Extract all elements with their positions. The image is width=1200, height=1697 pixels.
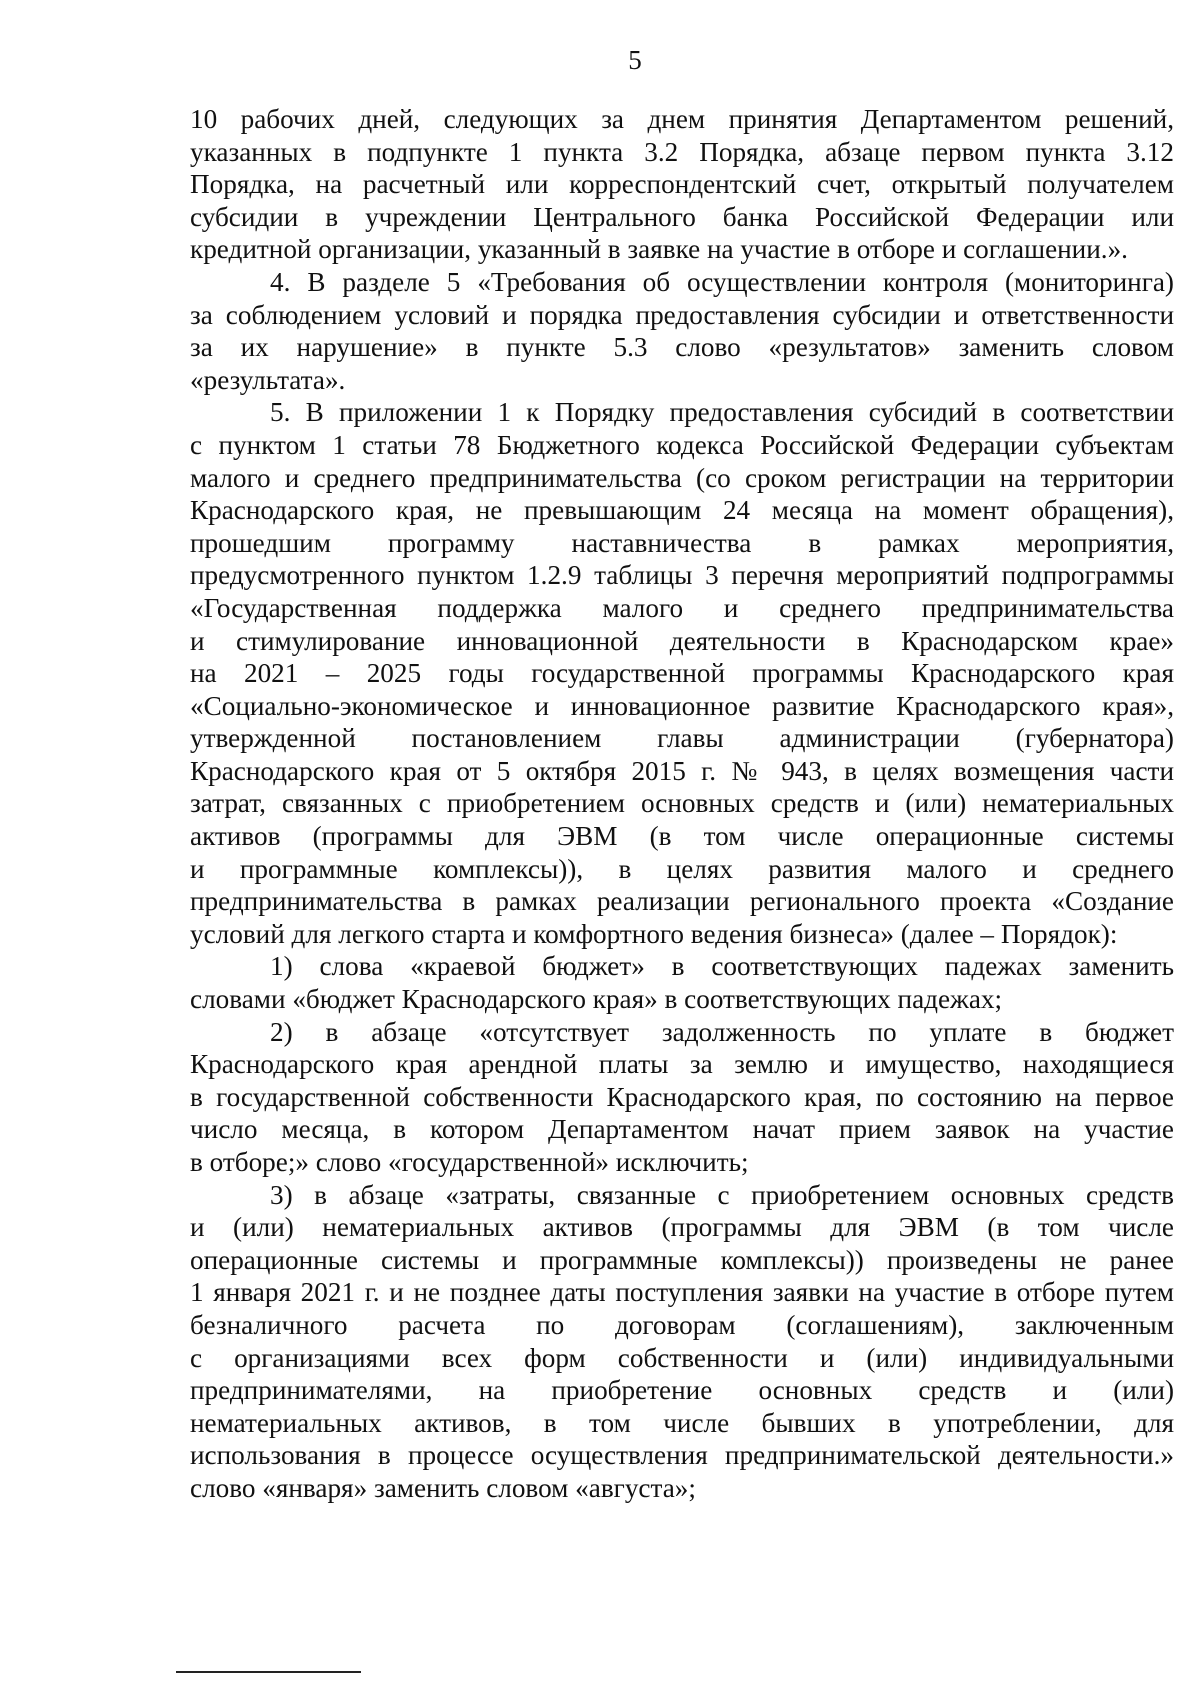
text-line: 3) в абзаце «затраты, связанные с приобретением основных средств	[270, 1179, 1174, 1210]
text-line: «Социально-экономическое и инновационное развитие Краснодарского края»,	[190, 690, 1174, 721]
text-line: 4. В разделе 5 «Требования об осуществлении контроля (мониторинга)	[270, 266, 1174, 297]
text-line: субсидии в учреждении Центрального банка Российской Федерации или	[190, 201, 1174, 232]
text-line: предусмотренного пунктом 1.2.9 таблицы 3 перечня мероприятий подпрограммы	[190, 560, 1174, 591]
text-line: операционные системы и программные комплексы)) произведены не ранее	[190, 1244, 1174, 1275]
text-line: «результата».	[190, 364, 346, 395]
text-line: условий для легкого старта и комфортного ведения бизнеса» (далее – Порядок):	[190, 918, 1118, 949]
text-line: «Государственная поддержка малого и среднего предпринимательства	[190, 592, 1174, 623]
text-line: кредитной организации, указанный в заявке на участие в отборе и соглашении.».	[190, 234, 1128, 265]
document-body	[190, 103, 1174, 1505]
text-line: и программные комплексы)), в целях развития малого и среднего	[190, 853, 1174, 884]
text-line: Краснодарского края арендной платы за землю и имущество, находящиеся	[190, 1049, 1174, 1080]
text-line: 10 рабочих дней, следующих за днем принятия Департаментом решений,	[190, 104, 1174, 134]
text-line: с пунктом 1 статьи 78 Бюджетного кодекса Российской Федерации субъектам	[190, 429, 1174, 460]
text-line: предпринимателями, на приобретение основных средств и (или)	[190, 1375, 1174, 1406]
text-line: предпринимательства в рамках реализации регионального проекта «Создание	[190, 886, 1174, 917]
text-line: и стимулирование инновационной деятельности в Краснодарском крае»	[190, 625, 1174, 656]
text-line: прошедшим программу наставничества в рамках мероприятия,	[190, 527, 1174, 558]
text-line: затрат, связанных с приобретением основных средств и (или) нематериальных	[190, 788, 1174, 819]
text-line: на 2021 – 2025 годы государственной программы Краснодарского края	[190, 658, 1174, 689]
text-line: безналичного расчета по договорам (соглашениям), заключенным	[190, 1309, 1174, 1340]
text-line: словами «бюджет Краснодарского края» в соответствующих падежах;	[190, 984, 1003, 1015]
text-line: нематериальных активов, в том числе бывших в употреблении, для	[190, 1407, 1174, 1438]
text-line: Краснодарского края от 5 октября 2015 г. № 943, в целях возмещения части	[190, 755, 1174, 786]
text-line: указанных в подпункте 1 пункта 3.2 Порядка, абзаце первом пункта 3.12	[190, 136, 1174, 167]
text-line: в отборе;» слово «государственной» исключить;	[190, 1147, 749, 1177]
page-number: 5	[628, 45, 642, 75]
text-line: за соблюдением условий и порядка предоставления субсидии и ответственности	[190, 299, 1174, 330]
text-line: активов (программы для ЭВМ (в том числе операционные системы	[190, 821, 1174, 852]
text-line: 1 января 2021 г. и не позднее даты поступления заявки на участие в отборе путем	[190, 1277, 1174, 1308]
text-line: 2) в абзаце «отсутствует задолженность по уплате в бюджет	[270, 1016, 1174, 1047]
text-line: утвержденной постановлением главы администрации (губернатора)	[190, 723, 1174, 754]
text-line: Краснодарского края, не превышающим 24 месяца на момент обращения),	[190, 495, 1174, 526]
text-line: слово «января» заменить словом «августа»;	[190, 1472, 696, 1503]
text-line: число месяца, в котором Департаментом начат прием заявок на участие	[190, 1114, 1174, 1145]
text-line: малого и среднего предпринимательства (со сроком регистрации на территории	[190, 462, 1174, 493]
text-line: с организациями всех форм собственности и (или) индивидуальными	[190, 1342, 1174, 1373]
text-line: использования в процессе осуществления предпринимательской деятельности.»	[190, 1440, 1174, 1471]
text-line: Порядка, на расчетный или корреспондентский счет, открытый получателем	[190, 169, 1174, 200]
text-line: за их нарушение» в пункте 5.3 слово «результатов» заменить словом	[190, 332, 1174, 363]
text-line: и (или) нематериальных активов (программы для ЭВМ (в том числе	[190, 1212, 1174, 1243]
text-line: в государственной собственности Краснодарского края, по состоянию на первое	[190, 1081, 1174, 1112]
text-line: 1) слова «краевой бюджет» в соответствующих падежах заменить	[270, 951, 1174, 982]
text-line: 5. В приложении 1 к Порядку предоставления субсидий в соответствии	[270, 397, 1174, 428]
footer-divider	[176, 1671, 361, 1673]
